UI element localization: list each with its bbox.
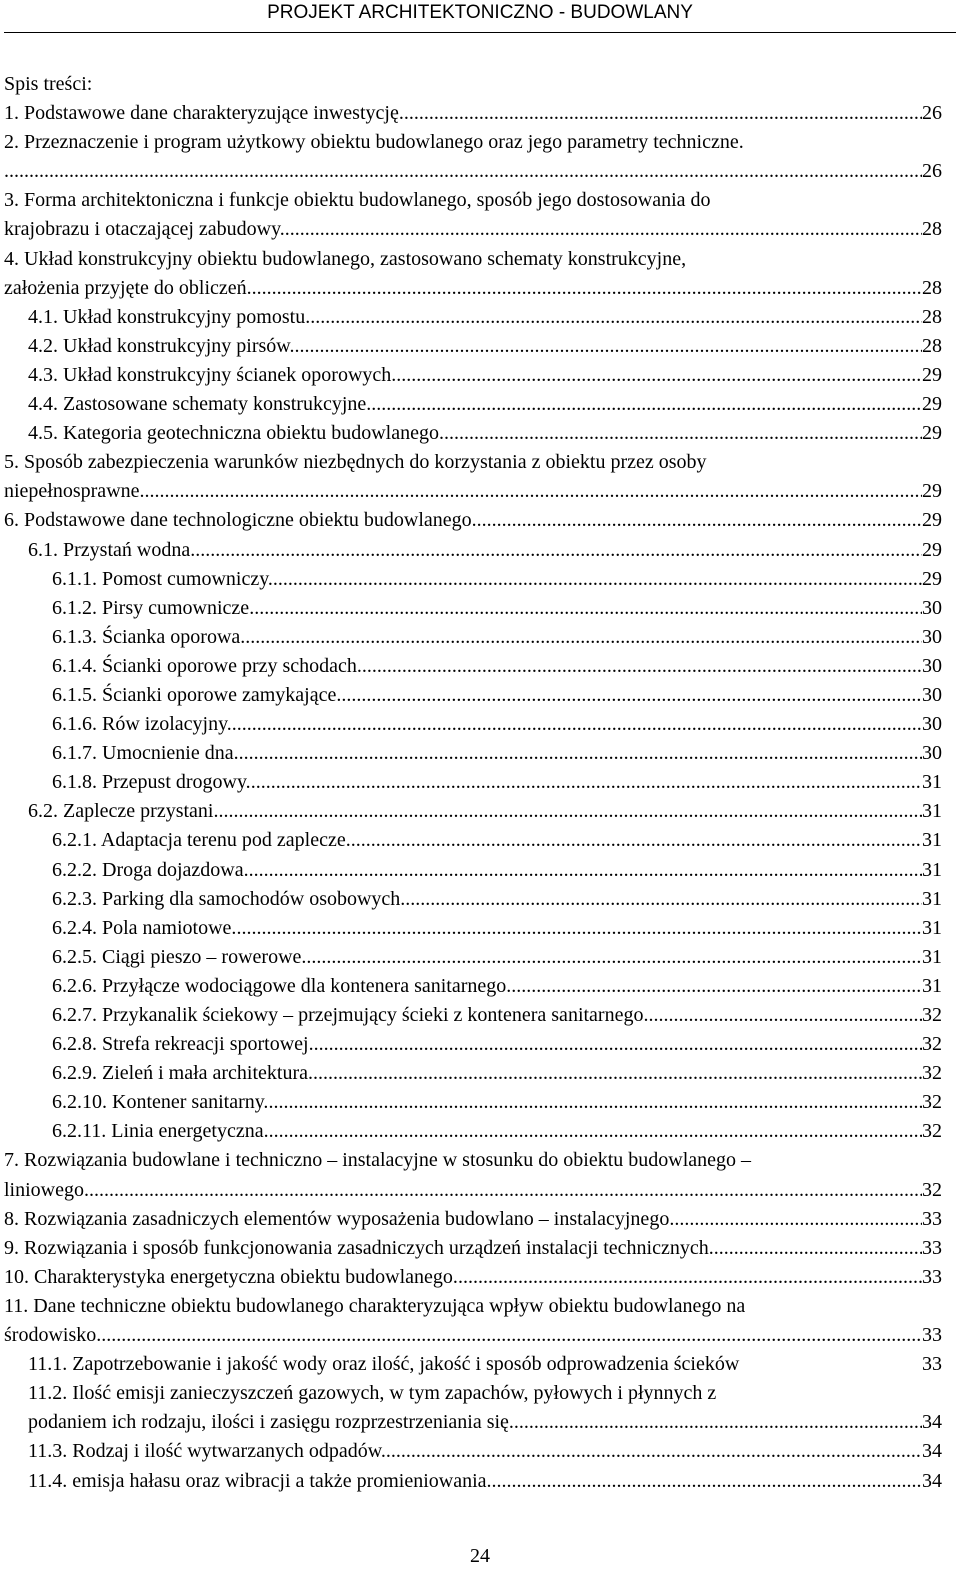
toc-leader-dots [89, 1176, 922, 1205]
toc-entry[interactable] [4, 594, 942, 623]
toc-leader-dots [294, 332, 922, 361]
toc-leader-dots [314, 1030, 922, 1059]
toc-entry-text: 6.2.8. Strefa rekreacji sportowej. [52, 1033, 314, 1056]
toc-entry[interactable] [4, 885, 942, 914]
toc-entry-text: 4.1. Układ konstrukcyjny pomostu. [28, 305, 311, 328]
toc-entry-text: 6.2.7. Przykanalik ściekowy – przejmujący ścieki z kontenera sanitarnego. [52, 1004, 649, 1026]
toc-entry[interactable] [4, 1205, 942, 1234]
toc-entry-text: 6.1.4. Ścianki oporowe przy schodach. [52, 654, 362, 677]
toc-entry-line [4, 1263, 942, 1292]
toc-leader-dots [371, 390, 922, 419]
toc-page-number: 32 [922, 1091, 942, 1114]
toc-leader-dots [254, 594, 922, 623]
toc-entry[interactable] [4, 419, 942, 448]
document-header-title: PROJEKT ARCHITEKTONICZNO - BUDOWLANY [267, 2, 693, 23]
header-rule [4, 32, 956, 33]
toc-entry[interactable] [4, 565, 942, 594]
toc-leader-dots [444, 419, 922, 448]
toc-page-number: 30 [922, 654, 942, 677]
toc-title: Spis treści: [4, 73, 93, 95]
toc-entry-line [4, 739, 942, 768]
toc-leader-dots [492, 1467, 922, 1496]
toc-leader-dots [268, 1088, 922, 1117]
toc-entry[interactable] [4, 390, 942, 419]
toc-entry-line [4, 1176, 942, 1205]
toc-entry-line [4, 826, 942, 855]
toc-entry-line [4, 594, 942, 623]
toc-entry-text: 6.1.7. Umocnienie dna. [52, 742, 239, 765]
table-of-contents [4, 70, 942, 1496]
toc-page-number: 33 [922, 1353, 942, 1376]
toc-leader-dots [195, 536, 922, 565]
toc-entry[interactable] [4, 768, 942, 797]
toc-page-number: 32 [922, 1033, 942, 1056]
toc-entry-text: 6.2. Zaplecze przystani. [28, 800, 219, 823]
toc-entry[interactable] [4, 1234, 942, 1263]
toc-entry-line [4, 157, 942, 186]
toc-entry-line [4, 681, 942, 710]
toc-leader-dots [386, 1437, 922, 1466]
toc-entry-text: 1. Podstawowe dane charakteryzujące inwestycję. [4, 102, 404, 125]
toc-page-number: 31 [922, 887, 942, 910]
toc-page-number: 29 [922, 509, 942, 532]
toc-page-number: 33 [922, 1324, 942, 1347]
toc-entry-text: liniowego. [4, 1178, 89, 1201]
toc-entry-text: 5. Sposób zabezpieczenia warunków niezbędnych do korzystania z obiektu przez osoby [4, 451, 707, 474]
toc-entry[interactable] [4, 652, 942, 681]
toc-leader-dots [511, 972, 922, 1001]
toc-entry[interactable] [4, 1379, 942, 1437]
toc-leader-dots [269, 1117, 922, 1146]
toc-entry-line [4, 943, 942, 972]
toc-entry-line [4, 710, 942, 739]
toc-entry[interactable] [4, 99, 942, 128]
toc-entry[interactable] [4, 506, 942, 535]
toc-leader-dots [273, 565, 922, 594]
toc-page-number: 26 [922, 160, 942, 183]
toc-leader-dots [648, 1001, 922, 1030]
toc-entry-text: 6.2.3. Parking dla samochodów osobowych. [52, 887, 406, 910]
toc-page-number: 31 [922, 858, 942, 881]
toc-entry-line [4, 1234, 942, 1263]
toc-entry-line [4, 565, 942, 594]
toc-entry-line [4, 99, 942, 128]
toc-entry-line [4, 215, 942, 244]
toc-page-number: 34 [922, 1411, 942, 1434]
toc-entry[interactable] [4, 1292, 942, 1350]
toc-entry[interactable] [4, 1467, 942, 1496]
toc-entry-text: 6.2.5. Ciągi pieszo – rowerowe. [52, 945, 307, 968]
toc-entry[interactable] [4, 186, 942, 244]
toc-entry-line [4, 1437, 942, 1466]
toc-entry-line [4, 1408, 942, 1437]
toc-entry[interactable] [4, 1146, 942, 1204]
toc-page-number: 33 [922, 1207, 942, 1230]
toc-entry-line [4, 477, 942, 506]
toc-leader-dots [251, 768, 922, 797]
toc-entry[interactable] [4, 681, 942, 710]
toc-entry[interactable] [4, 1263, 942, 1292]
toc-entry[interactable] [4, 739, 942, 768]
toc-leader-dots [458, 1263, 922, 1292]
toc-page-number: 31 [922, 800, 942, 823]
toc-page-number: 28 [922, 334, 942, 357]
toc-entry-line [4, 623, 942, 652]
toc-entry-text: 11.1. Zapotrzebowanie i jakość wody oraz ilość, jakość i sposób odprowadzenia ścieków [28, 1353, 740, 1376]
toc-entry-line [4, 332, 942, 361]
toc-entry-line [4, 1467, 942, 1496]
toc-leader-dots [674, 1205, 922, 1234]
toc-leader-dots [4, 157, 922, 186]
toc-entry-line [4, 856, 942, 885]
toc-entry-text: 4.3. Układ konstrukcyjny ścianek oporowych. [28, 363, 397, 386]
toc-entry[interactable] [4, 914, 942, 943]
toc-leader-dots [145, 477, 922, 506]
toc-page-number: 33 [922, 1265, 942, 1288]
toc-leader-dots [101, 1321, 922, 1350]
toc-entry-line [4, 1059, 942, 1088]
toc-entry[interactable] [4, 245, 942, 303]
toc-leader-dots [245, 623, 922, 652]
toc-leader-dots [714, 1234, 922, 1263]
toc-entry-text: niepełnosprawne. [4, 480, 145, 503]
toc-page-number: 34 [922, 1469, 942, 1492]
toc-entry[interactable] [4, 1088, 942, 1117]
toc-entry-text: 6.1.6. Rów izolacyjny. [52, 713, 232, 736]
toc-leader-dots [306, 943, 922, 972]
toc-page-number: 30 [922, 713, 942, 736]
toc-entry[interactable] [4, 536, 942, 565]
toc-entry-line [4, 1030, 942, 1059]
toc-entry-line [4, 506, 942, 535]
toc-entry[interactable] [4, 303, 942, 332]
toc-leader-dots [218, 797, 922, 826]
toc-entry-line [4, 768, 942, 797]
toc-page-number: 32 [922, 1178, 942, 1201]
toc-leader-dots [252, 274, 922, 303]
toc-entry-line [4, 1001, 942, 1030]
toc-entry-text: 6.2.4. Pola namiotowe. [52, 916, 237, 939]
toc-entry[interactable] [4, 361, 942, 390]
toc-page-number: 28 [922, 276, 942, 299]
toc-entry-line [4, 652, 942, 681]
toc-page-number: 31 [922, 829, 942, 852]
toc-entry-text: 6.1.1. Pomost cumowniczy. [52, 567, 273, 590]
toc-entry-text: 4. Układ konstrukcyjny obiektu budowlanego, zastosowano schematy konstrukcyjne, [4, 247, 687, 270]
toc-entry[interactable] [4, 856, 942, 885]
toc-page-number: 31 [922, 771, 942, 794]
toc-entry[interactable] [4, 1350, 942, 1379]
toc-leader-dots [285, 215, 922, 244]
toc-entry-line [4, 1117, 942, 1146]
toc-entry-text: 6.1.5. Ścianki oporowe zamykające. [52, 683, 342, 706]
toc-page-number: 34 [922, 1440, 942, 1463]
toc-page-number: 31 [922, 916, 942, 939]
toc-page-number: 29 [922, 422, 942, 445]
toc-page-number: 28 [922, 305, 942, 328]
toc-entry-line [4, 303, 942, 332]
toc-leader-dots [249, 856, 922, 885]
toc-entry-line [4, 885, 942, 914]
toc-page-number: 28 [922, 218, 942, 241]
toc-entry-text: 6.2.6. Przyłącze wodociągowe dla kontenera sanitarnego. [52, 974, 512, 997]
toc-entry[interactable] [4, 797, 942, 826]
toc-leader-dots [351, 826, 922, 855]
toc-entry-text: 6.1.3. Ścianka oporowa. [52, 625, 246, 648]
toc-entry-text: 6.1.2. Pirsy cumownicze. [52, 596, 255, 619]
toc-entry-text: 9. Rozwiązania i sposób funkcjonowania zasadniczych urządzeń instalacji technicznych. [4, 1236, 714, 1259]
toc-entry-line [4, 274, 942, 303]
toc-entry-line [4, 1321, 942, 1350]
toc-leader-dots [236, 914, 922, 943]
toc-entry-text: 11.2. Ilość emisji zanieczyszczeń gazowych, w tym zapachów, pyłowych i płynnych z [28, 1382, 717, 1405]
toc-leader-dots [477, 506, 922, 535]
toc-entry-text: założenia przyjęte do obliczeń. [4, 276, 252, 299]
toc-entry-text: 11. Dane techniczne obiektu budowlanego charakteryzująca wpływ obiektu budowlanego na [4, 1294, 746, 1317]
toc-leader-dots [341, 681, 922, 710]
toc-entry-text: 6.2.10. Kontener sanitarny. [52, 1091, 269, 1114]
toc-list [4, 99, 942, 1496]
toc-page-number: 29 [922, 363, 942, 386]
toc-page-number: 30 [922, 625, 942, 648]
toc-page-number: 32 [922, 1004, 942, 1026]
toc-entry[interactable] [4, 1437, 942, 1466]
toc-entry-line [4, 419, 942, 448]
toc-leader-dots [313, 1059, 922, 1088]
toc-entry-text: 6.2.9. Zieleń i mała architektura. [52, 1062, 314, 1085]
toc-entry[interactable] [4, 1117, 942, 1146]
toc-entry-line [4, 361, 942, 390]
toc-entry-text: 8. Rozwiązania zasadniczych elementów wyposażenia budowlano – instalacyjnego. [4, 1207, 675, 1230]
toc-entry-line [4, 1350, 942, 1379]
toc-leader-dots [239, 739, 922, 768]
toc-entry-text: 7. Rozwiązania budowlane i techniczno – instalacyjne w stosunku do obiektu budowlanego – [4, 1149, 752, 1172]
toc-entry[interactable] [4, 1001, 942, 1030]
toc-entry-text: 2. Przeznaczenie i program użytkowy obiektu budowlanego oraz jego parametry techniczne. [4, 131, 744, 154]
toc-leader-dots [232, 710, 922, 739]
toc-entry-line [4, 1205, 942, 1234]
toc-entry-line [4, 1088, 942, 1117]
toc-page-number: 29 [922, 393, 942, 416]
toc-entry[interactable] [4, 128, 942, 186]
toc-entry-text: 6.2.1. Adaptacja terenu pod zaplecze. [52, 829, 351, 852]
toc-entry[interactable] [4, 332, 942, 361]
toc-page-number: 32 [922, 1062, 942, 1085]
toc-entry-line [4, 914, 942, 943]
toc-page-number: 31 [922, 945, 942, 968]
toc-leader-dots [404, 99, 922, 128]
toc-entry-text: 4.4. Zastosowane schematy konstrukcyjne. [28, 393, 372, 416]
toc-entry-text: 6.1. Przystań wodna. [28, 538, 196, 561]
toc-page-number: 29 [922, 567, 942, 590]
toc-page-number: 30 [922, 742, 942, 765]
document-header [0, 0, 960, 32]
toc-page-number: 29 [922, 538, 942, 561]
toc-leader-dots [362, 652, 922, 681]
toc-entry[interactable] [4, 1030, 942, 1059]
toc-page-number: 31 [922, 974, 942, 997]
toc-entry[interactable] [4, 1059, 942, 1088]
toc-entry-line [4, 972, 942, 1001]
page-number: 24 [470, 1545, 490, 1567]
toc-entry[interactable] [4, 972, 942, 1001]
toc-page-number: 30 [922, 683, 942, 706]
toc-page-number: 26 [922, 102, 942, 125]
toc-entry[interactable] [4, 623, 942, 652]
toc-leader-dots [396, 361, 922, 390]
toc-page-number: 33 [922, 1236, 942, 1259]
toc-entry-text: środowisko. [4, 1324, 102, 1347]
toc-entry-text: podaniem ich rodzaju, ilości i zasięgu rozprzestrzeniania się. [28, 1411, 514, 1434]
toc-page-number: 30 [922, 596, 942, 619]
toc-entry-text: 6.2.2. Droga dojazdowa. [52, 858, 249, 881]
toc-entry-text: 4.2. Układ konstrukcyjny pirsów. [28, 334, 295, 357]
toc-entry-text: 6. Podstawowe dane technologiczne obiektu budowlanego. [4, 509, 477, 532]
toc-entry-text: 11.3. Rodzaj i ilość wytwarzanych odpadów. [28, 1440, 386, 1463]
toc-entry-line [4, 797, 942, 826]
toc-entry[interactable] [4, 710, 942, 739]
toc-entry[interactable] [4, 448, 942, 506]
toc-entry[interactable] [4, 943, 942, 972]
toc-entry-text: 4.5. Kategoria geotechniczna obiektu budowlanego. [28, 422, 444, 445]
toc-entry-text: 6.1.8. Przepust drogowy. [52, 771, 251, 794]
toc-entry-text: 3. Forma architektoniczna i funkcje obiektu budowlanego, sposób jego dostosowania do [4, 189, 711, 212]
toc-entry-text: krajobrazu i otaczającej zabudowy. [4, 218, 285, 241]
toc-leader-dots [310, 303, 922, 332]
toc-entry[interactable] [4, 826, 942, 855]
toc-leader-dots [514, 1408, 922, 1437]
toc-page-number: 32 [922, 1120, 942, 1143]
toc-entry-text: 11.4. emisja hałasu oraz wibracji a także promieniowania. [28, 1469, 492, 1492]
toc-entry-text: 6.2.11. Linia energetyczna. [52, 1120, 269, 1143]
toc-entry-line [4, 390, 942, 419]
toc-page-number: 29 [922, 480, 942, 503]
toc-entry-text: 10. Charakterystyka energetyczna obiektu budowlanego. [4, 1265, 458, 1288]
toc-leader-dots [405, 885, 922, 914]
toc-entry-line [4, 536, 942, 565]
